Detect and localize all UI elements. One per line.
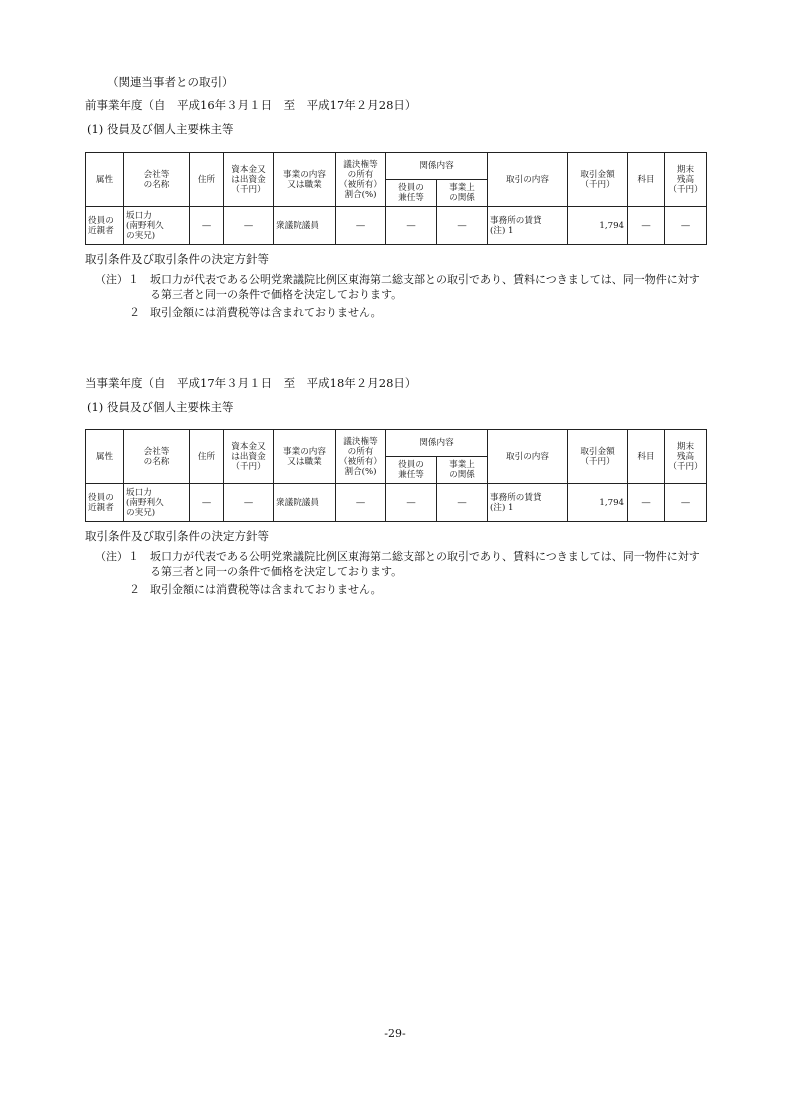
header-amount: 取引金額 （千円） <box>568 430 628 484</box>
table-row <box>86 484 707 522</box>
cell-amount: 1,794 <box>568 484 628 522</box>
header-amount: 取引金額 （千円） <box>568 153 628 207</box>
header-company: 会社等 の名称 <box>124 153 190 207</box>
prev-note-1-label: （注）１ <box>95 273 139 286</box>
cell-transaction: 事務所の賃貸 (注) 1 <box>488 207 568 245</box>
header-relation: 関係内容 <box>386 153 488 180</box>
cell-rel-officer: ― <box>386 207 437 245</box>
header-balance: 期末 残高 （千円） <box>665 430 707 484</box>
cell-amount: 1,794 <box>568 207 628 245</box>
header-transaction: 取引の内容 <box>488 153 568 207</box>
cell-account: ― <box>628 484 665 522</box>
cell-voting: ― <box>336 207 386 245</box>
header-voting: 議決権等 の所有 （被所有） 割合(%) <box>336 430 386 484</box>
cell-company: 坂口力 (南野利久 の実兄) <box>124 484 190 522</box>
header-rel-business: 事業上 の関係 <box>437 180 488 207</box>
header-attr: 属性 <box>86 430 124 484</box>
curr-note-1-text: 坂口力が代表である公明党衆議院比例区東海第二総支部との取引であり、賃料につきましては、同一物件に対する第三者と同一の条件で価格を決定しております。 <box>150 550 700 578</box>
cell-capital: ― <box>224 207 274 245</box>
section-header: （関連当事者との取引） <box>107 75 234 89</box>
cell-rel-business: ― <box>437 207 488 245</box>
prev-subsection-title: (1) 役員及び個人主要株主等 <box>87 122 234 136</box>
cell-business: 衆議院議員 <box>274 484 336 522</box>
cell-company: 坂口力 (南野利久 の実兄) <box>124 207 190 245</box>
cell-address: ― <box>190 484 224 522</box>
prev-period-title: 前事業年度（自 平成16年３月１日 至 平成17年２月28日） <box>85 98 417 112</box>
header-business: 事業の内容 又は職業 <box>274 430 336 484</box>
header-capital: 資本金又 は出資金 （千円） <box>224 430 274 484</box>
cell-business: 衆議院議員 <box>274 207 336 245</box>
cell-rel-business: ― <box>437 484 488 522</box>
cell-balance: ― <box>665 484 707 522</box>
header-transaction: 取引の内容 <box>488 430 568 484</box>
table-row <box>86 207 707 245</box>
curr-subsection-title: (1) 役員及び個人主要株主等 <box>87 400 234 414</box>
page-number: -29- <box>384 1027 406 1040</box>
header-capital: 資本金又 は出資金 （千円） <box>224 153 274 207</box>
header-rel-officer: 役員の 兼任等 <box>386 180 437 207</box>
cell-attr: 役員の 近親者 <box>86 484 124 522</box>
header-account: 科目 <box>628 153 665 207</box>
cell-voting: ― <box>336 484 386 522</box>
curr-note-2-label: ２ <box>129 583 140 596</box>
cell-capital: ― <box>224 484 274 522</box>
cell-attr: 役員の 近親者 <box>86 207 124 245</box>
header-account: 科目 <box>628 430 665 484</box>
cell-transaction: 事務所の賃貸 (注) 1 <box>488 484 568 522</box>
header-address: 住所 <box>190 430 224 484</box>
prev-related-party-table <box>85 152 707 245</box>
prev-policy-title: 取引条件及び取引条件の決定方針等 <box>85 252 269 266</box>
header-address: 住所 <box>190 153 224 207</box>
curr-note-2-text: 取引金額には消費税等は含まれておりません。 <box>150 583 382 596</box>
prev-note-1-text: 坂口力が代表である公明党衆議院比例区東海第二総支部との取引であり、賃料につきましては、同一物件に対する第三者と同一の条件で価格を決定しております。 <box>150 273 700 301</box>
curr-note-1-label: （注）１ <box>95 550 139 563</box>
cell-balance: ― <box>665 207 707 245</box>
header-company: 会社等 の名称 <box>124 430 190 484</box>
curr-policy-title: 取引条件及び取引条件の決定方針等 <box>85 529 269 543</box>
cell-rel-officer: ― <box>386 484 437 522</box>
curr-related-party-table <box>85 429 707 522</box>
header-rel-officer: 役員の 兼任等 <box>386 457 437 484</box>
prev-note-2-text: 取引金額には消費税等は含まれておりません。 <box>150 306 382 319</box>
header-attr: 属性 <box>86 153 124 207</box>
header-voting: 議決権等 の所有 （被所有） 割合(%) <box>336 153 386 207</box>
header-business: 事業の内容 又は職業 <box>274 153 336 207</box>
header-balance: 期末 残高 （千円） <box>665 153 707 207</box>
header-relation: 関係内容 <box>386 430 488 457</box>
header-rel-business: 事業上 の関係 <box>437 457 488 484</box>
prev-note-2-label: ２ <box>129 306 140 319</box>
cell-address: ― <box>190 207 224 245</box>
curr-period-title: 当事業年度（自 平成17年３月１日 至 平成18年２月28日） <box>85 376 417 390</box>
cell-account: ― <box>628 207 665 245</box>
